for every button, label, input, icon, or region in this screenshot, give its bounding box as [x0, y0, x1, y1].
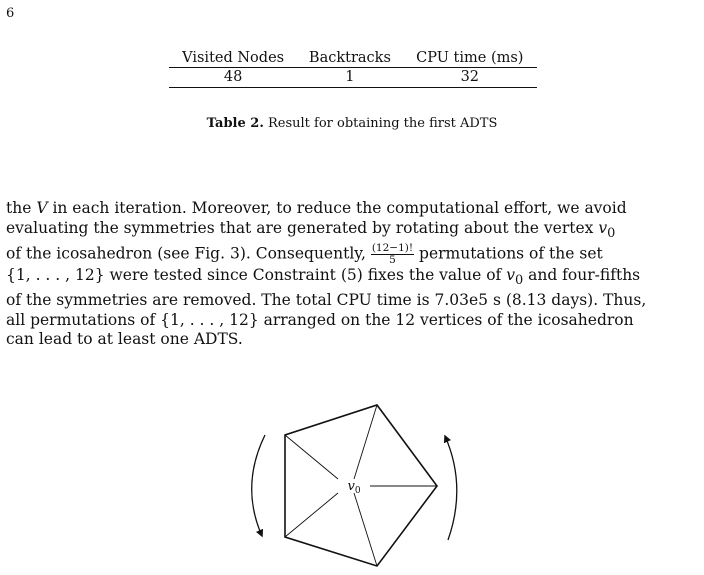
center-vertex-label: $v_0$: [347, 479, 361, 496]
math-subscript: 0: [514, 273, 524, 289]
math-subscript: 0: [607, 225, 616, 241]
cell-backtracks: 1: [345, 69, 355, 85]
rotation-arrow-left: [252, 435, 265, 536]
paragraph-line: [6, 243, 700, 266]
rotation-arrow-right: [445, 436, 457, 540]
result-table: [169, 48, 537, 88]
page-number: 6: [6, 6, 15, 21]
text-run: evaluating the symmetries that are generated by rotating about the vertex: [6, 218, 599, 237]
text-run: the: [6, 199, 37, 217]
caption-label: Table 2.: [206, 116, 264, 131]
fraction-denominator: 5: [389, 254, 396, 267]
text-run: {1, . . . , 12} were tested since Constraint (5) fixes the value of: [6, 266, 507, 285]
fraction-numerator: (12−1)!: [371, 242, 414, 255]
paragraph-line: [6, 219, 700, 244]
text-run: of the icosahedron (see Fig. 3). Consequently,: [6, 244, 371, 263]
math-var: v: [598, 218, 608, 237]
header-visited-nodes: Visited Nodes: [182, 50, 285, 66]
paragraph-line: of the symmetries are removed. The total CPU time is 7.03e5 s (8.13 days). Thus,: [6, 290, 647, 309]
pentagon-figure: [240, 398, 470, 575]
math-var: v: [506, 266, 515, 285]
spoke-edge: [285, 435, 338, 479]
caption-text: Result for obtaining the first ADTS: [263, 116, 498, 131]
fraction: [371, 243, 414, 266]
spoke-edge: [285, 493, 338, 537]
text-run: permutations of the set: [414, 244, 603, 263]
table-row: [169, 68, 537, 88]
body-paragraph: [6, 199, 700, 350]
header-backtracks: Backtracks: [308, 50, 391, 66]
spoke-edge: [354, 493, 377, 566]
spoke-edge: [354, 405, 377, 479]
pentagon-outline: [285, 405, 437, 566]
table-caption: [0, 116, 704, 131]
paragraph-line: all permutations of {1, . . . , 12} arranged on the 12 vertices of the icosahedron: [6, 310, 634, 329]
header-cpu-time: CPU time (ms): [416, 50, 524, 66]
paragraph-line: can lead to at least one ADTS.: [6, 330, 243, 349]
text-run: in each iteration. Moreover, to reduce the computational effort, we avoid: [47, 199, 627, 217]
cell-cpu-time: 32: [460, 69, 480, 85]
paragraph-line: [6, 199, 700, 219]
text-run: and four-fifths: [523, 266, 641, 285]
cell-visited-nodes: 48: [223, 69, 243, 85]
math-var: V: [36, 199, 48, 217]
paragraph-line: [6, 266, 700, 291]
table-header-row: [169, 48, 537, 68]
